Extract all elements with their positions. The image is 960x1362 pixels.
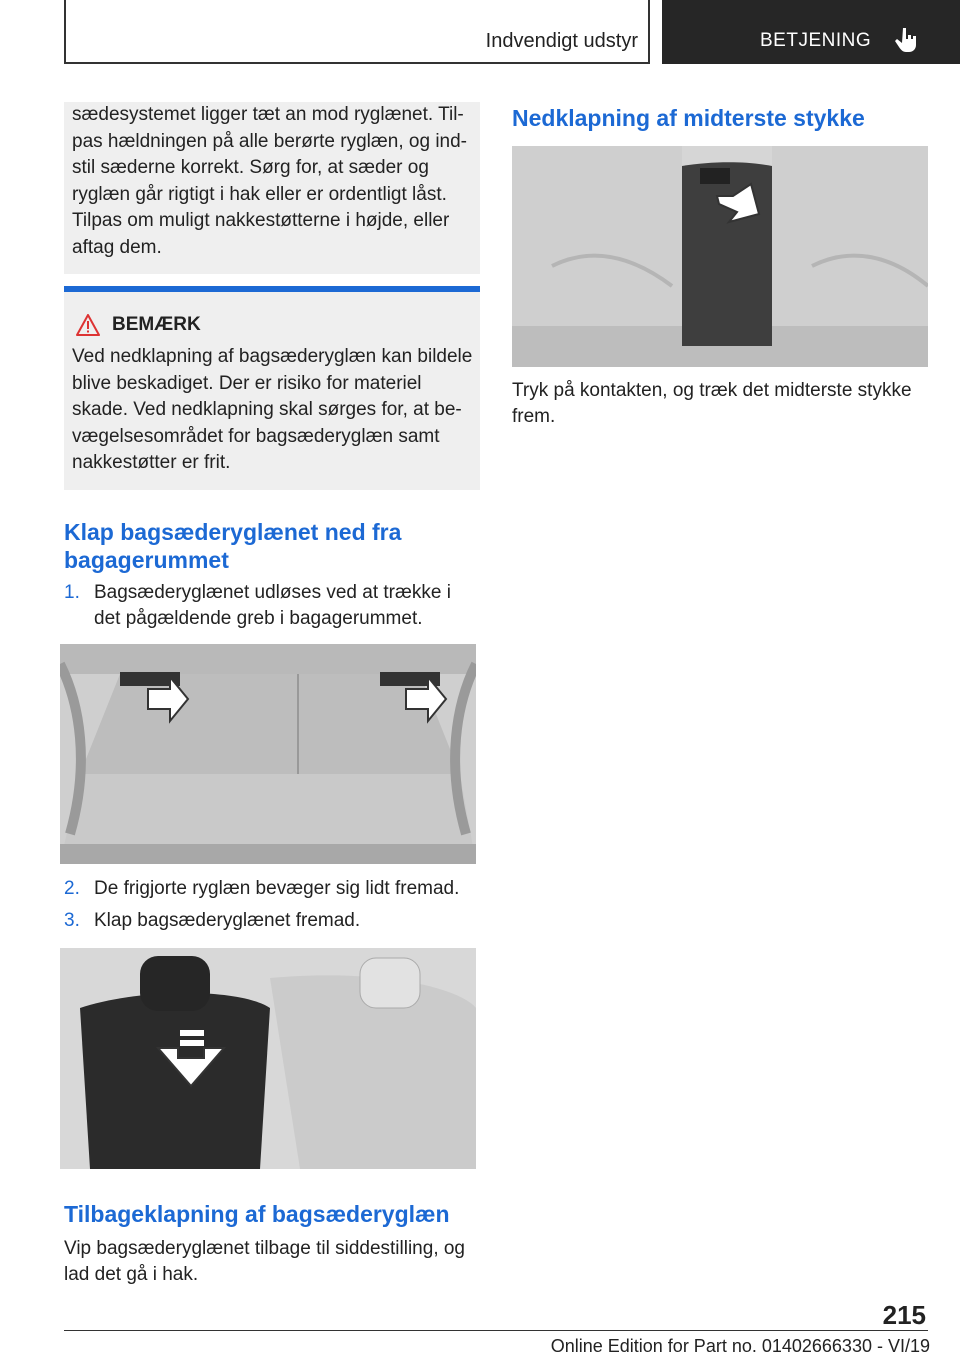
step-text: Bagsæderyglænet udløses ved at trække i det pågældende greb i bagagerummet.: [94, 582, 451, 629]
heading-klap: Klap bagsæderyglænet ned fra bagagerummet: [64, 519, 402, 573]
heading-nedklapning: Nedklapning af midterste stykke: [512, 105, 865, 131]
warning-triangle-icon: [76, 314, 100, 336]
notice-box: [64, 286, 480, 490]
continued-note-text: sædesystemet ligger tæt an mod ryglænet. Til‐pas hældningen på alle berørte ryglæn, og ind‐stil sæderne korrekt. Sørg for, at sæder og ryglæn går rigtigt i hak eller er ordentligt låst. Tilpas om muligt nakkestøtterne i højde, eller aftag dem.: [72, 104, 468, 258]
section-title: Indvendigt udstyr: [485, 30, 638, 52]
hand-pointer-icon: [894, 26, 920, 54]
continued-note-box: [64, 102, 480, 274]
step-text: Klap bagsæderyglænet fremad.: [94, 910, 361, 931]
header-rule: [64, 62, 650, 64]
list-item: [64, 580, 480, 634]
rear-seat-fold-photo: [60, 948, 476, 1169]
chapter-label: BETJENING: [760, 30, 872, 51]
list-item: [64, 908, 480, 934]
list-item: [64, 876, 480, 902]
step-number: 3.: [64, 910, 80, 931]
chapter-tab[interactable]: [662, 0, 960, 64]
step-number: 1.: [64, 582, 80, 603]
heading-tilbage: Tilbageklapning af bagsæderyglæn: [64, 1201, 450, 1227]
header-divider-left: [64, 0, 66, 64]
notice-title: BEMÆRK: [112, 314, 201, 335]
tryk-text: Tryk på kontakten, og træk det midterste stykke frem.: [512, 380, 912, 427]
notice-accent-bar: [64, 286, 480, 292]
step-text: De frigjorte ryglæn bevæger sig lidt fremad.: [94, 878, 460, 899]
footer-edition: Online Edition for Part no. 01402666330 - VI/19: [550, 1336, 930, 1356]
middle-section-photo: [512, 146, 928, 367]
page-number: 215: [882, 1300, 926, 1330]
tilbage-text: Vip bagsæderyglænet tilbage til siddestilling, og lad det gå i hak.: [64, 1238, 466, 1285]
trunk-photo: [60, 644, 476, 864]
footer-rule: [64, 1330, 928, 1331]
header-divider-right: [648, 0, 650, 64]
notice-text: Ved nedklapning af bagsæderyglæn kan bildele blive beskadiget. Der er risiko for materiel skade. Ved nedklapning skal sørges for, at be‐vægelsesområdet for bagsæderyglæn samt nakkestøtter er frit.: [72, 346, 473, 473]
step-number: 2.: [64, 878, 80, 899]
